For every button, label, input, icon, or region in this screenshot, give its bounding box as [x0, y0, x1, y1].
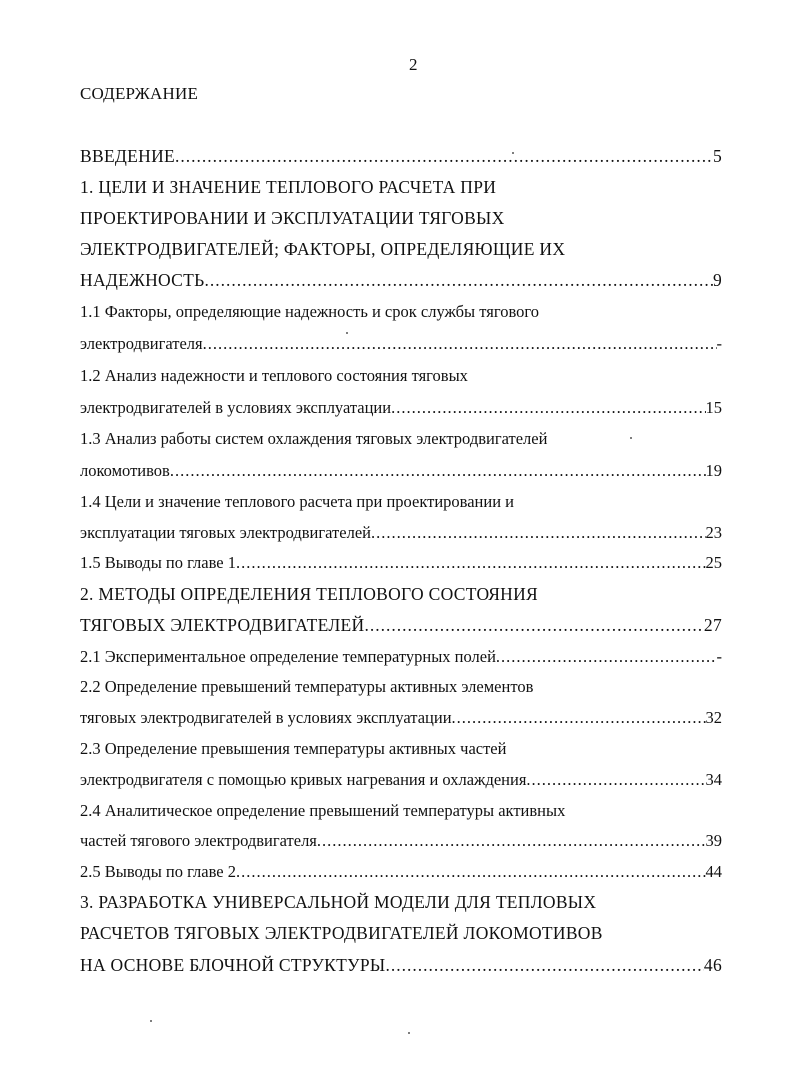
toc-section-2-3-title[interactable]: 2.3 Определение превышения температуры активных частей	[80, 739, 507, 758]
toc-chapter-1-title[interactable]: 1. ЦЕЛИ И ЗНАЧЕНИЕ ТЕПЛОВОГО РАСЧЕТА ПРИ	[80, 177, 497, 197]
toc-entry-section-2-2[interactable]: тяговых электродвигателей в условиях эксплуатации ..... 32	[80, 706, 722, 730]
toc-page-number: 15	[705, 398, 722, 417]
contents-heading: СОДЕРЖАНИЕ	[80, 84, 199, 103]
toc-entry-section-1-5[interactable]: 1.5 Выводы по главе 1 ..... 25	[80, 551, 722, 575]
toc-page-number: 27	[703, 615, 722, 635]
toc-section-1-2-title[interactable]: 1.2 Анализ надежности и теплового состояния тяговых	[80, 366, 468, 385]
toc-page-number: 23	[705, 523, 722, 542]
dot-leader	[317, 829, 706, 853]
dot-leader	[391, 396, 705, 420]
dot-leader	[236, 860, 706, 884]
toc-page-number: 19	[705, 461, 722, 480]
toc-section-1-4-title[interactable]: 1.4 Цели и значение теплового расчета при проектировании и	[80, 492, 515, 511]
toc-chapter-3-title[interactable]: РАСЧЕТОВ ТЯГОВЫХ ЭЛЕКТРОДВИГАТЕЛЕЙ ЛОКОМОТИВОВ	[80, 923, 603, 943]
dot-leader	[170, 459, 706, 483]
toc-section-1-3-title[interactable]: 1.3 Анализ работы систем охлаждения тяговых электродвигателей	[80, 429, 548, 448]
dot-leader	[452, 706, 706, 730]
dot-leader	[526, 768, 705, 792]
page-number: 2	[409, 55, 418, 74]
scan-speck	[512, 152, 514, 154]
toc-chapter-2-title[interactable]: 2. МЕТОДЫ ОПРЕДЕЛЕНИЯ ТЕПЛОВОГО СОСТОЯНИЯ	[80, 584, 539, 604]
toc-chapter-3-title[interactable]: 3. РАЗРАБОТКА УНИВЕРСАЛЬНОЙ МОДЕЛИ ДЛЯ ТЕПЛОВЫХ	[80, 892, 597, 912]
toc-section-2-2-title[interactable]: 2.2 Определение превышений температуры активных элементов	[80, 677, 534, 696]
toc-page-number: 25	[705, 553, 722, 572]
toc-entry-chapter-3[interactable]: НА ОСНОВЕ БЛОЧНОЙ СТРУКТУРЫ ..... 46	[80, 953, 722, 977]
toc-entry-section-2-3[interactable]: электродвигателя с помощью кривых нагревания и охлаждения ..... 34	[80, 768, 722, 792]
toc-page-number: 46	[703, 955, 722, 975]
dot-leader	[175, 144, 713, 168]
toc-entry-chapter-2[interactable]: ТЯГОВЫХ ЭЛЕКТРОДВИГАТЕЛЕЙ ..... 27	[80, 613, 722, 637]
toc-entry-section-1-3[interactable]: локомотивов ..... 19	[80, 459, 722, 483]
toc-page-number: -	[716, 334, 722, 353]
toc-chapter-1-title[interactable]: ЭЛЕКТРОДВИГАТЕЛЕЙ; ФАКТОРЫ, ОПРЕДЕЛЯЮЩИЕ ИХ	[80, 239, 566, 259]
toc-chapter-1-title[interactable]: ПРОЕКТИРОВАНИИ И ЭКСПЛУАТАЦИИ ТЯГОВЫХ	[80, 208, 505, 228]
toc-page-number: 5	[712, 146, 722, 166]
toc-entry-chapter-1[interactable]: НАДЕЖНОСТЬ ..... 9	[80, 268, 722, 292]
toc-entry-introduction[interactable]: ВВЕДЕНИЕ ..... 5	[80, 144, 722, 168]
toc-page-number: 39	[705, 831, 722, 850]
toc-entry-section-2-4[interactable]: частей тягового электродвигателя ..... 39	[80, 829, 722, 853]
toc-page-number: 44	[705, 862, 722, 881]
toc-section-2-4-title[interactable]: 2.4 Аналитическое определение превышений температуры активных	[80, 801, 566, 820]
scan-speck	[346, 332, 348, 334]
toc-page-number: -	[716, 647, 722, 666]
toc-page-number: 34	[705, 770, 722, 789]
toc-entry-section-1-2[interactable]: электродвигателей в условиях эксплуатации ..... 15	[80, 396, 722, 420]
toc-page-number: 32	[705, 708, 722, 727]
dot-leader	[203, 332, 717, 356]
toc-page-number: 9	[712, 270, 722, 290]
scan-speck	[150, 1020, 152, 1022]
toc-entry-section-2-5[interactable]: 2.5 Выводы по главе 2 ..... 44	[80, 860, 722, 884]
dot-leader	[204, 268, 712, 292]
toc-section-1-1-title[interactable]: 1.1 Факторы, определяющие надежность и срок службы тягового	[80, 302, 539, 321]
dot-leader	[496, 645, 717, 669]
toc-entry-section-1-4[interactable]: эксплуатации тяговых электродвигателей ..... 23	[80, 521, 722, 545]
toc-entry-section-2-1[interactable]: 2.1 Экспериментальное определение температурных полей ..... -	[80, 645, 722, 669]
dot-leader	[364, 613, 703, 637]
toc-entry-section-1-1[interactable]: электродвигателя ..... -	[80, 332, 722, 356]
dot-leader	[385, 953, 703, 977]
scan-speck	[630, 437, 632, 439]
dot-leader	[371, 521, 706, 545]
scan-speck	[408, 1032, 410, 1034]
dot-leader	[236, 551, 706, 575]
